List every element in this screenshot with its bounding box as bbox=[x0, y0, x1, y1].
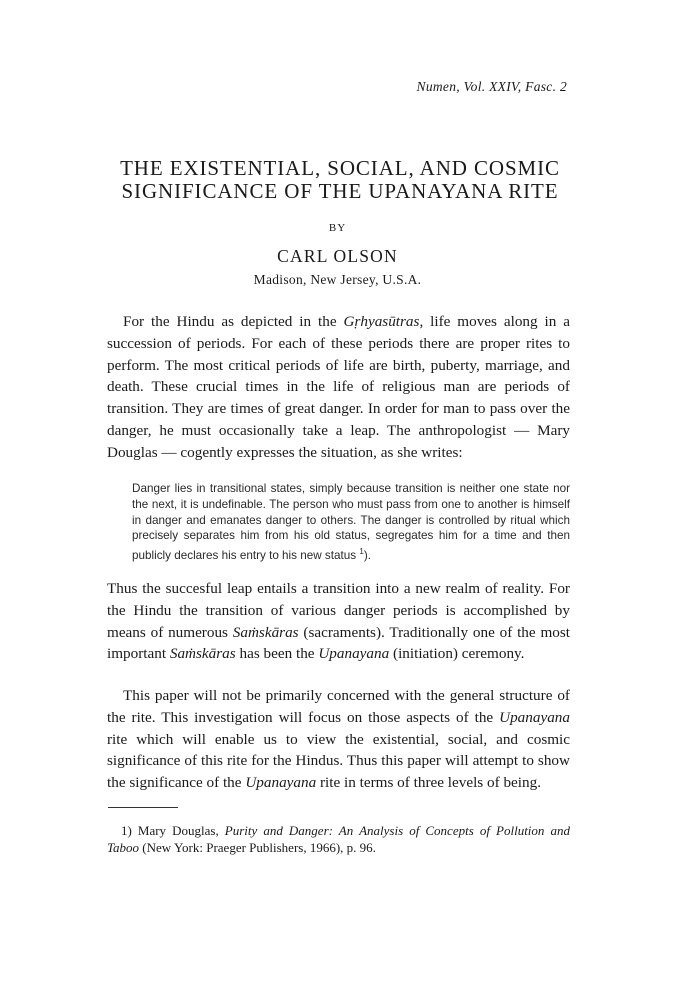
para2-text-3: has been the bbox=[235, 645, 319, 663]
author-affiliation: Madison, New Jersey, U.S.A. bbox=[253, 272, 422, 287]
para3-text-2: rite which will enable us to view the existential, social, and cosmic significance of this rite for the Hindus. Thus this paper will attempt to show the significance of the bbox=[107, 730, 570, 792]
title-line-1: THE EXISTENTIAL, SOCIAL, AND COSMIC bbox=[120, 156, 560, 180]
footnote-text-1: 1) Mary Douglas, bbox=[121, 823, 225, 838]
paragraph-3 bbox=[107, 685, 570, 794]
footnote-italic-1: Purity and Danger: An Analysis of Concepts of Pollution and Taboo bbox=[107, 823, 570, 855]
running-head: Numen, Vol. XXIV, Fasc. 2 bbox=[416, 79, 567, 94]
para2-text-1: Thus the succesful leap entails a transition into a new realm of reality. For the Hindu the transition of various danger periods is accomplished by means of numerous bbox=[107, 580, 570, 641]
footnote-1 bbox=[107, 822, 570, 856]
para3-italic-2: Upanayana bbox=[245, 774, 317, 792]
para1-text-1: For the Hindu as depicted in the bbox=[123, 313, 344, 330]
paragraph-2 bbox=[107, 578, 570, 665]
quote-text: Danger lies in transitional states, simply because transition is neither one state nor the next, it is undefinable. The person who must pass from one to another is himself in danger and emanates danger to others. The danger is controlled by ritual which precisely separates him from his old status, segregates him for a time and then publicly declares his entry to his new status bbox=[132, 482, 570, 563]
para3-text-3: rite in terms of three levels of being. bbox=[316, 774, 541, 792]
quote-end: ). bbox=[363, 549, 371, 563]
para2-text-2: (sacraments). Traditionally one of the most important bbox=[107, 623, 570, 663]
by-label: BY bbox=[328, 222, 347, 234]
block-quote bbox=[132, 481, 570, 564]
article-title bbox=[110, 157, 570, 203]
para2-italic-3: Upanayana bbox=[318, 645, 390, 663]
footnote-ref[interactable]: 1 bbox=[359, 547, 364, 557]
para2-italic-1: Saṁskāras bbox=[232, 623, 299, 641]
para3-text-1: This paper will not be primarily concerned with the general structure of the rite. This investigation will focus on those aspects of the bbox=[107, 687, 570, 726]
paragraph-1 bbox=[107, 311, 570, 464]
para3-italic-1: Upanayana bbox=[499, 708, 570, 726]
para1-text-2: , life moves along in a succession of periods. For each of these periods there are proper rites to perform. The most critical periods of life are birth, puberty, marriage, and death. These crucial times in the life of religious man are periods of transition. They are times of great danger. In order for man to pass over the danger, he must occasionally take a leap. The anthropologist — Mary Douglas — cogently expresses the situation, as she writes: bbox=[107, 313, 570, 461]
title-line-2: SIGNIFICANCE OF THE UPANAYANA RITE bbox=[121, 179, 559, 203]
para2-italic-2: Saṁskāras bbox=[169, 645, 236, 663]
footnote-text-2: (New York: Praeger Publishers, 1966), p. 96. bbox=[139, 840, 376, 855]
para2-text-4: (initiation) ceremony. bbox=[389, 645, 525, 663]
para1-italic-1: Gṛhyasūtras bbox=[343, 313, 420, 330]
author-name: CARL OLSON bbox=[277, 246, 398, 266]
footnote-divider bbox=[108, 807, 178, 808]
